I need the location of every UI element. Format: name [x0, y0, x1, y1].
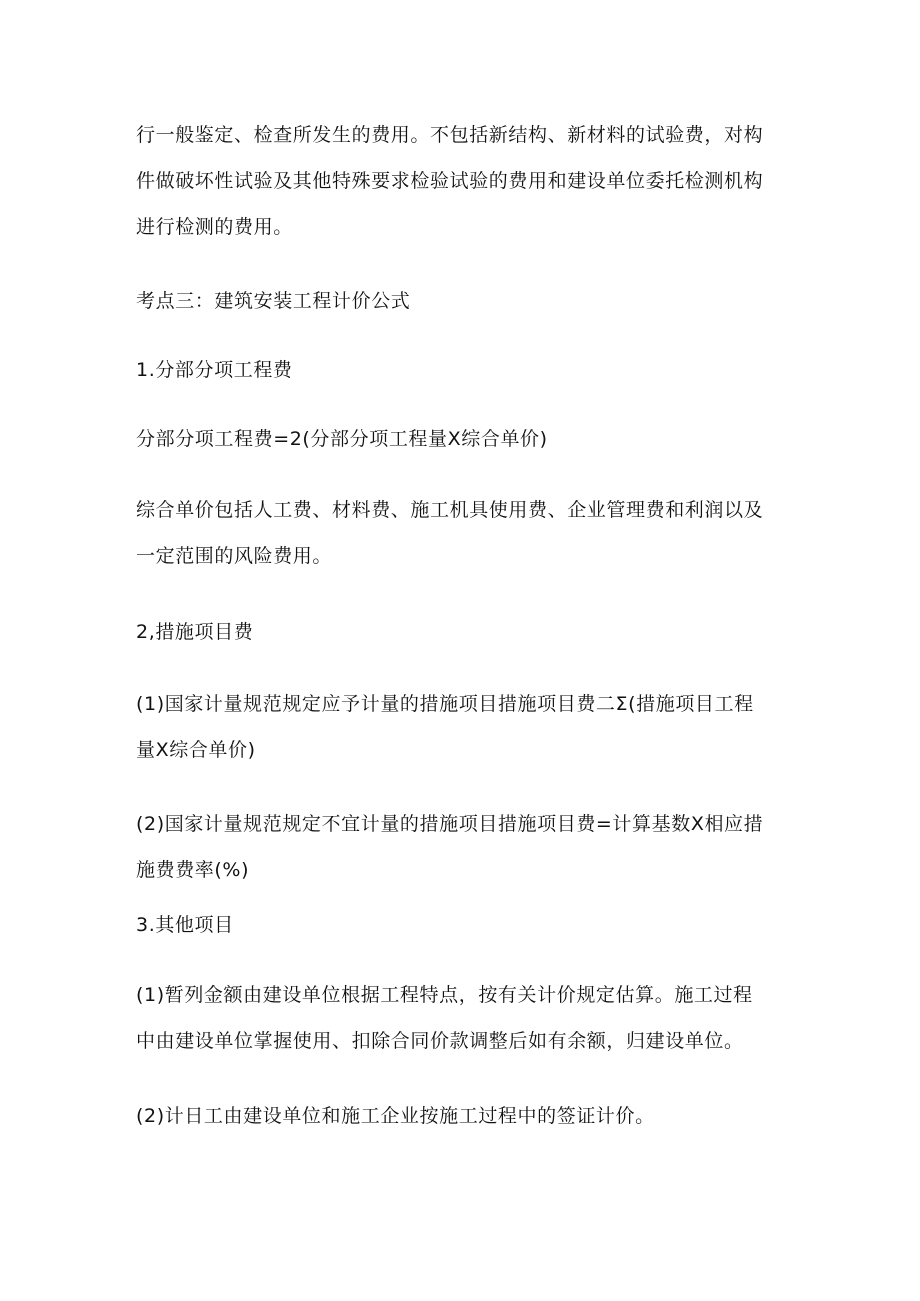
paragraph-line: (1)暂列金额由建设单位根据工程特点，按有关计价规定估算。施工过程: [136, 984, 753, 1006]
section-1-title: 1.分部分项工程费: [136, 359, 293, 381]
paragraph-line: 进行检测的费用。: [136, 216, 293, 238]
section-1-formula: 分部分项工程费=2(分部分项工程量X综合单价): [136, 428, 548, 450]
paragraph-line: (2)国家计量规范规定不宜计量的措施项目措施项目费=计算基数X相应措: [136, 813, 764, 835]
section-3-item-1: [136, 972, 796, 1064]
section-2-item-2: [136, 801, 796, 893]
paragraph-line: 中由建设单位掌握使用、扣除合同价款调整后如有余额，归建设单位。: [136, 1030, 744, 1052]
section-2-title: 2,措施项目费: [136, 621, 254, 643]
paragraph-line: 施费费率(%): [136, 859, 250, 881]
intro-paragraph: [136, 112, 796, 250]
section-2-item-1: [136, 681, 796, 773]
heading-kaodian-3: 考点三：建筑安装工程计价公式: [136, 290, 411, 312]
paragraph-line: 量X综合单价): [136, 739, 256, 761]
paragraph-line: (1)国家计量规范规定应予计量的措施项目措施项目费二Σ(措施项目工程: [136, 693, 754, 715]
section-3-title: 3.其他项目: [136, 914, 234, 936]
paragraph-line: 一定范围的风险费用。: [136, 545, 333, 567]
paragraph-line: 行一般鉴定、检查所发生的费用。不包括新结构、新材料的试验费，对构: [136, 124, 764, 146]
section-1-note: [136, 487, 796, 579]
paragraph-line: 件做破坏性试验及其他特殊要求检验试验的费用和建设单位委托检测机构: [136, 170, 764, 192]
section-3-item-2: (2)计日工由建设单位和施工企业按施工过程中的签证计价。: [136, 1105, 655, 1127]
paragraph-line: 综合单价包括人工费、材料费、施工机具使用费、企业管理费和利润以及: [136, 499, 764, 521]
